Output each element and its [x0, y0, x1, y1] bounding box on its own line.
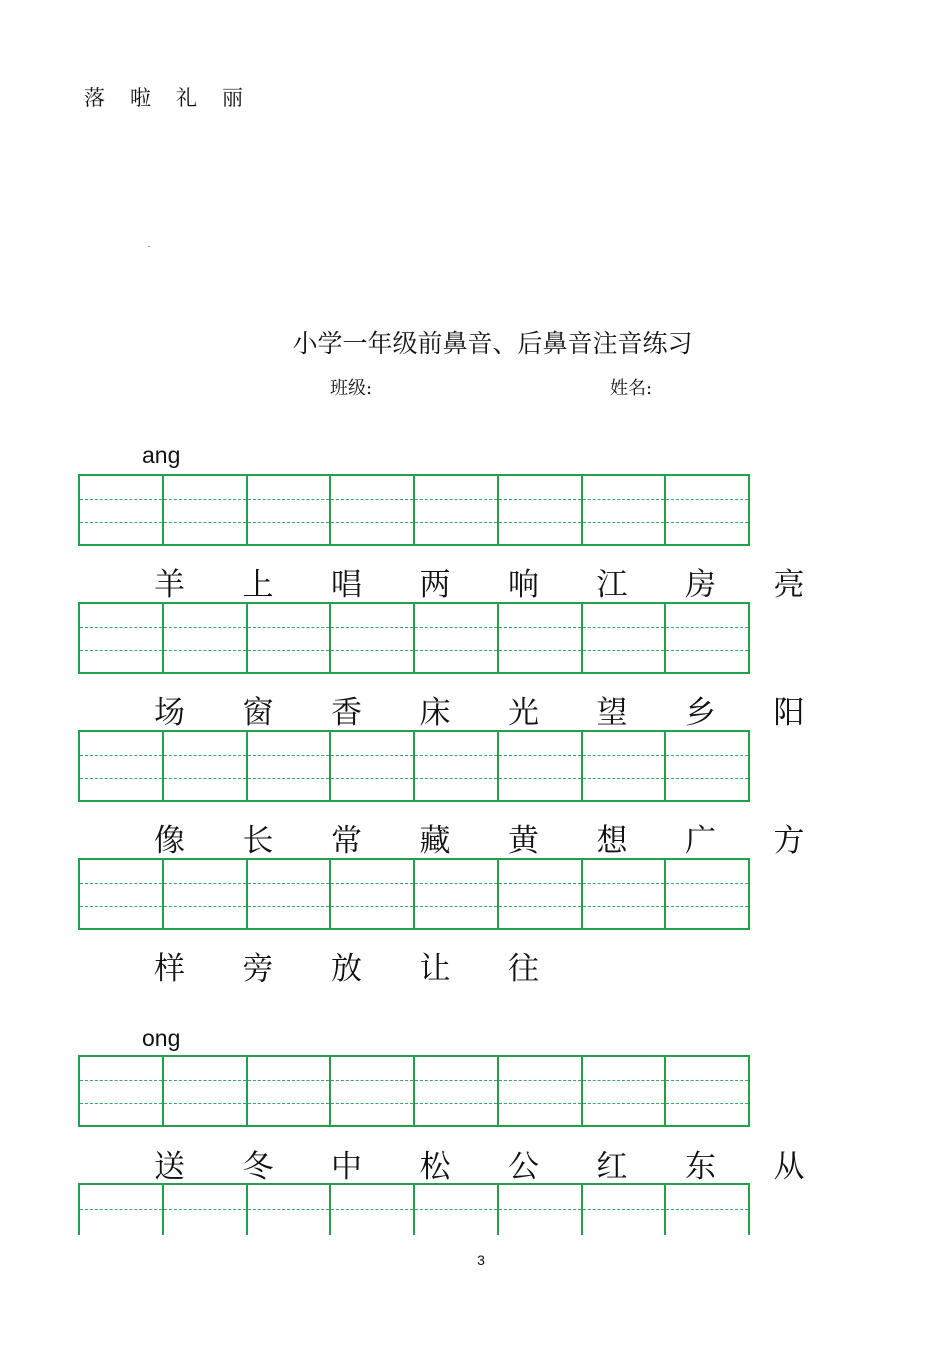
- grid-cell[interactable]: [415, 1057, 499, 1125]
- char: 乡: [685, 695, 716, 731]
- char: 长: [242, 823, 274, 859]
- writing-grid[interactable]: [78, 602, 750, 674]
- char: 窗: [242, 695, 274, 731]
- grid-cell[interactable]: [415, 1185, 499, 1235]
- char: 旁: [242, 951, 274, 987]
- section-label-ang: ang: [142, 442, 181, 468]
- grid-cell[interactable]: [331, 860, 415, 928]
- char: 床: [419, 695, 451, 731]
- grid-cell[interactable]: [666, 1185, 748, 1235]
- grid-cell[interactable]: [80, 1185, 164, 1235]
- grid-cell[interactable]: [248, 732, 332, 800]
- grid-cell[interactable]: [583, 604, 667, 672]
- top-char: 礼: [176, 86, 197, 110]
- grid-cell[interactable]: [331, 604, 415, 672]
- char: 送: [154, 1149, 185, 1185]
- char: 想: [596, 823, 628, 859]
- char: 香: [331, 695, 362, 731]
- char: 黄: [508, 823, 539, 859]
- grid-cell[interactable]: [164, 476, 248, 544]
- grid-cell[interactable]: [499, 1185, 583, 1235]
- top-char: 啦: [130, 86, 151, 110]
- char: 像: [154, 823, 185, 859]
- grid-cell[interactable]: [248, 1185, 332, 1235]
- writing-grid[interactable]: [78, 474, 750, 546]
- writing-grid[interactable]: [78, 858, 750, 930]
- grid-cell[interactable]: [248, 604, 332, 672]
- grid-cell[interactable]: [415, 604, 499, 672]
- char-row: [154, 687, 862, 732]
- char: 响: [508, 567, 539, 603]
- char: 羊: [154, 567, 185, 603]
- grid-cell[interactable]: [331, 1185, 415, 1235]
- char: 藏: [419, 823, 451, 859]
- grid-cell[interactable]: [499, 604, 583, 672]
- grid-cell[interactable]: [80, 604, 164, 672]
- grid-cell[interactable]: [666, 860, 748, 928]
- char: 唱: [331, 567, 362, 603]
- grid-cell[interactable]: [415, 732, 499, 800]
- page-number: 3: [477, 1252, 485, 1268]
- char: 样: [154, 951, 185, 987]
- grid-cell[interactable]: [164, 732, 248, 800]
- grid-cell[interactable]: [666, 604, 748, 672]
- grid-cell[interactable]: [583, 476, 667, 544]
- char: 光: [508, 695, 539, 731]
- grid-cell[interactable]: [331, 1057, 415, 1125]
- grid-cell[interactable]: [331, 732, 415, 800]
- page-title: 小学一年级前鼻音、后鼻音注音练习: [292, 329, 693, 358]
- grid-cell[interactable]: [164, 1185, 248, 1235]
- grid-cell[interactable]: [499, 476, 583, 544]
- grid-cell[interactable]: [331, 476, 415, 544]
- char: 东: [685, 1149, 716, 1185]
- char: 常: [331, 823, 362, 859]
- char-row: [154, 815, 862, 860]
- grid-cell[interactable]: [583, 860, 667, 928]
- char: 中: [331, 1149, 362, 1185]
- grid-cell[interactable]: [248, 860, 332, 928]
- char: 上: [242, 567, 274, 603]
- grid-cell[interactable]: [415, 860, 499, 928]
- grid-cell[interactable]: [80, 732, 164, 800]
- grid-cell[interactable]: [666, 732, 748, 800]
- char: 广: [685, 823, 716, 859]
- top-char-list: [84, 82, 268, 112]
- char-row: [154, 559, 862, 604]
- grid-cell[interactable]: [666, 1057, 748, 1125]
- char: 公: [508, 1149, 539, 1185]
- grid-cell[interactable]: [583, 1185, 667, 1235]
- char: 房: [685, 567, 716, 603]
- grid-cell[interactable]: [248, 1057, 332, 1125]
- char: 冬: [242, 1149, 274, 1185]
- char: 阳: [773, 695, 805, 731]
- writing-grid[interactable]: [78, 1183, 750, 1235]
- grid-cell[interactable]: [583, 732, 667, 800]
- grid-cell[interactable]: [499, 732, 583, 800]
- grid-cell[interactable]: [164, 604, 248, 672]
- top-char: 落: [84, 86, 105, 110]
- section-label-ong: ong: [142, 1025, 181, 1051]
- grid-cell[interactable]: [164, 860, 248, 928]
- name-label: 姓名:: [610, 378, 653, 399]
- grid-cell[interactable]: [80, 476, 164, 544]
- grid-cell[interactable]: [164, 1057, 248, 1125]
- char: 让: [419, 951, 451, 987]
- grid-cell[interactable]: [248, 476, 332, 544]
- char: 场: [154, 695, 185, 731]
- grid-cell[interactable]: [666, 476, 748, 544]
- char: 亮: [773, 567, 805, 603]
- char: 红: [596, 1149, 628, 1185]
- char: 江: [596, 567, 628, 603]
- grid-cell[interactable]: [80, 1057, 164, 1125]
- grid-cell[interactable]: [415, 476, 499, 544]
- char: 放: [331, 951, 362, 987]
- grid-cell[interactable]: [583, 1057, 667, 1125]
- writing-grid[interactable]: [78, 1055, 750, 1127]
- char-row: [154, 943, 597, 988]
- top-char: 丽: [222, 86, 243, 110]
- char: 望: [596, 695, 628, 731]
- grid-cell[interactable]: [499, 860, 583, 928]
- writing-grid[interactable]: [78, 730, 750, 802]
- grid-cell[interactable]: [499, 1057, 583, 1125]
- char: 两: [419, 567, 451, 603]
- char: 往: [508, 951, 539, 987]
- stray-mark: [148, 246, 150, 247]
- char: 从: [773, 1149, 805, 1185]
- char-row: [154, 1141, 862, 1186]
- grid-cell[interactable]: [80, 860, 164, 928]
- char: 松: [419, 1149, 451, 1185]
- char: 方: [773, 823, 805, 859]
- class-label: 班级:: [330, 378, 373, 399]
